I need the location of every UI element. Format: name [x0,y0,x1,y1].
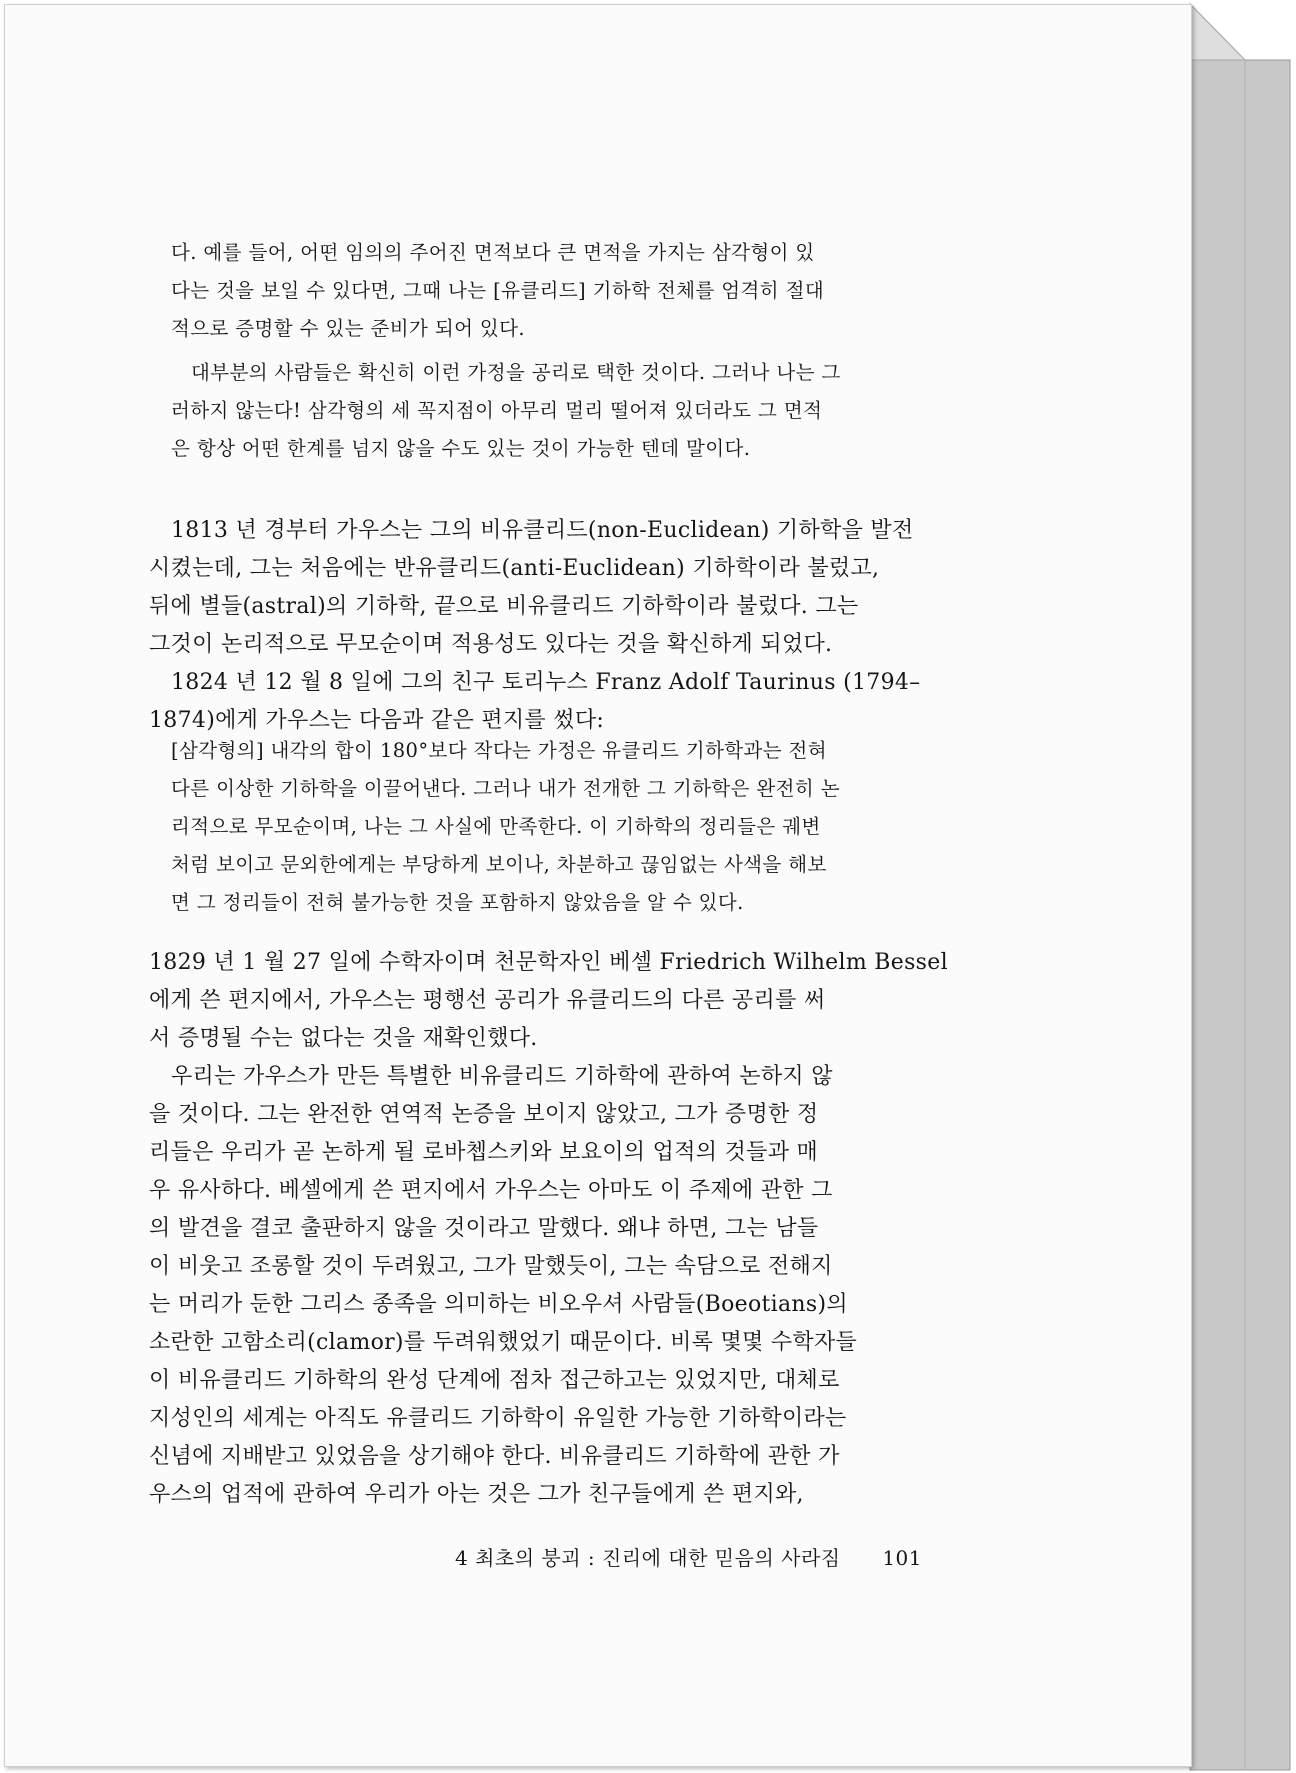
text-line: [삼각형의] 내각의 합이 180°보다 작다는 가정은 유클리드 기하학과는 전혀 [171,739,828,762]
text-line: 신념에 지배받고 있었음을 상기해야 한다. 비유클리드 기하학에 관한 가 [149,1444,840,1469]
text-line: 는 머리가 둔한 그리스 종족을 의미하는 비오우셔 사람들(Boeotians)의 [149,1292,848,1317]
text-line: 을 것이다. 그는 완전한 연역적 논증을 보이지 않았고, 그가 증명한 정 [149,1102,819,1127]
text-line: 1874)에게 가우스는 다음과 같은 편지를 썼다: [149,708,605,733]
text-line: 다. 예를 들어, 어떤 임의의 주어진 면적보다 큰 면적을 가지는 삼각형이 있 [171,241,815,264]
text-line: 1813 년 경부터 가우스는 그의 비유클리드(non-Euclidean) 기하학을 발전 [171,518,914,543]
text-line: 은 항상 어떤 한계를 넘지 않을 수도 있는 것이 가능한 텐데 말이다. [171,437,751,460]
text-line: 다른 이상한 기하학을 이끌어낸다. 그러나 내가 전개한 그 기하학은 완전히 논 [171,777,840,800]
text-line: 대부분의 사람들은 확신히 이런 가정을 공리로 택한 것이다. 그러나 나는 그 [191,361,841,384]
text-line: 우스의 업적에 관하여 우리가 아는 것은 그가 친구들에게 쓴 편지와, [149,1482,804,1507]
text-line: 면 그 정리들이 전혀 불가능한 것을 포함하지 않았음을 알 수 있다. [171,891,744,914]
text-line: 처럼 보이고 문외한에게는 부당하게 보이나, 차분하고 끊임없는 사색을 해보 [171,853,827,876]
running-footer [455,1542,922,1571]
text-line: 의 발견을 결코 출판하지 않을 것이라고 말했다. 왜냐 하면, 그는 남들 [149,1216,819,1241]
text-line: 지성인의 세계는 아직도 유클리드 기하학이 유일한 가능한 기하학이라는 [149,1406,847,1431]
text-line: 리적으로 무모순이며, 나는 그 사실에 만족한다. 이 기하학의 정리들은 궤변 [171,815,821,838]
text-line: 시켰는데, 그는 처음에는 반유클리드(anti-Euclidean) 기하학이라 불렀고, [149,556,880,581]
page [4,4,1192,1767]
text-line: 1824 년 12 월 8 일에 그의 친구 토리누스 Franz Adolf Taurinus (1794– [171,670,921,695]
text-line: 다는 것을 보일 수 있다면, 그때 나는 [유클리드] 기하학 전체를 엄격히 절대 [171,279,825,302]
text-line: 서 증명될 수는 없다는 것을 재확인했다. [149,1026,538,1051]
text-line: 1829 년 1 월 27 일에 수학자이며 천문학자인 베셀 Friedrich Wilhelm Bessel [149,950,948,975]
text-line: 그것이 논리적으로 무모순이며 적용성도 있다는 것을 확신하게 되었다. [149,632,833,657]
text-line: 에게 쓴 편지에서, 가우스는 평행선 공리가 유클리드의 다른 공리를 써 [149,988,826,1013]
text-line: 리들은 우리가 곧 논하게 될 로바쳅스키와 보요이의 업적의 것들과 매 [149,1140,819,1165]
page-number: 101 [882,1546,922,1570]
chapter-title: 4 최초의 붕괴 : 진리에 대한 믿음의 사라짐 [455,1546,841,1570]
text-line: 러하지 않는다! 삼각형의 세 꼭지점이 아무리 멀리 떨어져 있더라도 그 면적 [171,399,823,422]
text-line: 이 비웃고 조롱할 것이 두려웠고, 그가 말했듯이, 그는 속담으로 전해지 [149,1254,833,1279]
text-line: 소란한 고함소리(clamor)를 두려워했었기 때문이다. 비록 몇몇 수학자들 [149,1330,858,1355]
text-line: 우 유사하다. 베셀에게 쓴 편지에서 가우스는 아마도 이 주제에 관한 그 [149,1178,833,1203]
text-line: 이 비유클리드 기하학의 완성 단계에 점차 접근하고는 있었지만, 대체로 [149,1368,840,1393]
text-line: 뒤에 별들(astral)의 기하학, 끝으로 비유클리드 기하학이라 불렀다. 그는 [149,594,859,619]
text-line: 적으로 증명할 수 있는 준비가 되어 있다. [171,317,525,340]
text-line: 우리는 가우스가 만든 특별한 비유클리드 기하학에 관하여 논하지 않 [171,1064,833,1089]
